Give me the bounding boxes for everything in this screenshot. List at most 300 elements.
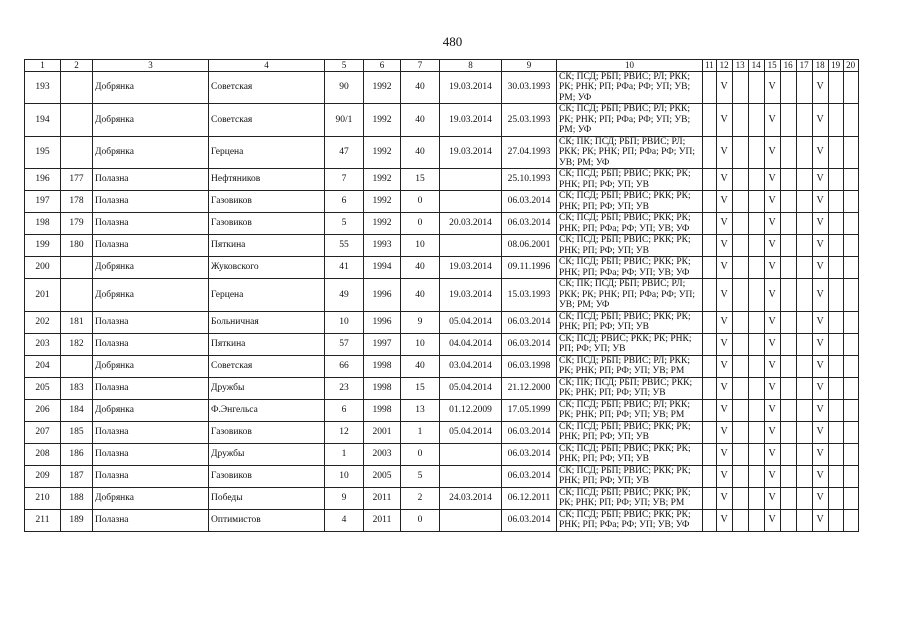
check-cell: V: [812, 333, 828, 355]
date-two: 06.03.2014: [502, 443, 557, 465]
street: Дружбы: [209, 377, 325, 399]
row-number: 211: [25, 509, 61, 531]
check-cell: [732, 377, 748, 399]
table-row: [25, 136, 859, 169]
check-cell: [748, 443, 764, 465]
check-cell: [703, 487, 717, 509]
check-cell: [843, 465, 858, 487]
check-cell: V: [716, 377, 732, 399]
check-cell: [748, 279, 764, 312]
date-one: 01.12.2009: [440, 399, 502, 421]
date-two: 06.12.2011: [502, 487, 557, 509]
check-cell: [828, 136, 843, 169]
house-number: 6: [325, 191, 364, 213]
row-number: 199: [25, 235, 61, 257]
date-two: 21.12.2000: [502, 377, 557, 399]
check-cell: [843, 104, 858, 137]
check-cell: V: [716, 443, 732, 465]
check-cell: V: [716, 279, 732, 312]
check-cell: [703, 333, 717, 355]
check-cell: [796, 377, 812, 399]
check-cell: V: [764, 235, 780, 257]
codes-list: СК; ПСД; РБП; РВИС; РЛ; РКК; РК; РНК; РП; РФ; УП; УВ; РМ: [557, 399, 703, 421]
check-cell: [796, 443, 812, 465]
table-row: [25, 421, 859, 443]
row-number: 208: [25, 443, 61, 465]
settlement: Полазна: [93, 235, 209, 257]
check-cell: [843, 257, 858, 279]
check-cell: V: [764, 213, 780, 235]
date-two: 09.11.1996: [502, 257, 557, 279]
count-value: 40: [401, 104, 440, 137]
check-cell: [748, 104, 764, 137]
secondary-number: [61, 136, 93, 169]
house-number: 9: [325, 487, 364, 509]
date-two: 06.03.2014: [502, 311, 557, 333]
column-number-header: 15: [764, 60, 780, 72]
secondary-number: [61, 71, 93, 104]
secondary-number: 180: [61, 235, 93, 257]
check-cell: V: [812, 257, 828, 279]
codes-list: СК; ПСД; РБП; РВИС; РЛ; РКК; РК; РНК; РП; РФ; УП; УВ; РМ: [557, 355, 703, 377]
column-number-header: 17: [796, 60, 812, 72]
check-cell: [703, 191, 717, 213]
year: 1992: [364, 104, 401, 137]
date-two: 08.06.2001: [502, 235, 557, 257]
check-cell: V: [812, 213, 828, 235]
codes-list: СК; ПСД; РБП; РВИС; РКК; РК; РНК; РП; РФа; РФ; УП; УВ; УФ: [557, 509, 703, 531]
house-number: 90: [325, 71, 364, 104]
column-number-header: 5: [325, 60, 364, 72]
check-cell: V: [716, 136, 732, 169]
settlement: Добрянка: [93, 136, 209, 169]
check-cell: V: [764, 465, 780, 487]
check-cell: [843, 399, 858, 421]
check-cell: [796, 355, 812, 377]
settlement: Полазна: [93, 421, 209, 443]
check-cell: [703, 311, 717, 333]
check-cell: [843, 509, 858, 531]
street: Пяткина: [209, 333, 325, 355]
count-value: 9: [401, 311, 440, 333]
date-one: 03.04.2014: [440, 355, 502, 377]
check-cell: [780, 169, 796, 191]
check-cell: [780, 191, 796, 213]
check-cell: [780, 509, 796, 531]
secondary-number: [61, 257, 93, 279]
check-cell: [703, 421, 717, 443]
check-cell: [780, 487, 796, 509]
codes-list: СК; ПСД; РБП; РВИС; РКК; РК; РНК; РП; РФ; УП; УВ: [557, 443, 703, 465]
column-number-header: 10: [557, 60, 703, 72]
column-number-header: 3: [93, 60, 209, 72]
year: 1992: [364, 191, 401, 213]
check-cell: V: [764, 311, 780, 333]
check-cell: V: [812, 104, 828, 137]
street: Советская: [209, 71, 325, 104]
check-cell: V: [716, 399, 732, 421]
count-value: 0: [401, 509, 440, 531]
settlement: Добрянка: [93, 487, 209, 509]
year: 2011: [364, 509, 401, 531]
check-cell: [843, 213, 858, 235]
codes-list: СК; ПСД; РБП; РВИС; РКК; РК; РНК; РП; РФ; УП; УВ: [557, 465, 703, 487]
settlement: Полазна: [93, 509, 209, 531]
row-number: 204: [25, 355, 61, 377]
check-cell: [732, 213, 748, 235]
check-cell: [732, 136, 748, 169]
check-cell: V: [812, 399, 828, 421]
check-cell: [748, 213, 764, 235]
check-cell: V: [812, 279, 828, 312]
street: Советская: [209, 104, 325, 137]
check-cell: V: [812, 235, 828, 257]
check-cell: V: [716, 465, 732, 487]
check-cell: V: [812, 311, 828, 333]
check-cell: [748, 191, 764, 213]
check-cell: [703, 257, 717, 279]
secondary-number: [61, 355, 93, 377]
count-value: 0: [401, 191, 440, 213]
check-cell: [843, 279, 858, 312]
check-cell: [780, 355, 796, 377]
codes-list: СК; ПСД; РВИС; РКК; РК; РНК; РП; РФ; УП; УВ: [557, 333, 703, 355]
check-cell: [732, 465, 748, 487]
column-number-header: 20: [843, 60, 858, 72]
check-cell: [828, 355, 843, 377]
table-row: [25, 191, 859, 213]
check-cell: [780, 399, 796, 421]
column-number-header: 16: [780, 60, 796, 72]
check-cell: V: [812, 169, 828, 191]
column-number-header: 12: [716, 60, 732, 72]
check-cell: [748, 399, 764, 421]
year: 1994: [364, 257, 401, 279]
date-two: 06.03.2014: [502, 465, 557, 487]
check-cell: [732, 333, 748, 355]
house-number: 23: [325, 377, 364, 399]
check-cell: V: [764, 257, 780, 279]
check-cell: V: [812, 377, 828, 399]
check-cell: [732, 487, 748, 509]
column-number-header: 1: [25, 60, 61, 72]
check-cell: V: [716, 235, 732, 257]
check-cell: [703, 213, 717, 235]
secondary-number: 185: [61, 421, 93, 443]
check-cell: [732, 311, 748, 333]
count-value: 5: [401, 465, 440, 487]
year: 2003: [364, 443, 401, 465]
check-cell: [796, 257, 812, 279]
date-two: 06.03.2014: [502, 213, 557, 235]
check-cell: [796, 421, 812, 443]
check-cell: V: [716, 169, 732, 191]
date-one: 19.03.2014: [440, 257, 502, 279]
date-one: [440, 465, 502, 487]
check-cell: [780, 443, 796, 465]
year: 1998: [364, 355, 401, 377]
check-cell: V: [764, 191, 780, 213]
secondary-number: 188: [61, 487, 93, 509]
year: 1993: [364, 235, 401, 257]
check-cell: [780, 136, 796, 169]
street: Герцена: [209, 279, 325, 312]
count-value: 0: [401, 213, 440, 235]
codes-list: СК; ПК; ПСД; РБП; РВИС; РЛ; РКК; РК; РНК; РП; РФа; РФ; УП; УВ; РМ; УФ: [557, 136, 703, 169]
date-one: [440, 509, 502, 531]
street: Газовиков: [209, 191, 325, 213]
table-row: [25, 71, 859, 104]
check-cell: [732, 257, 748, 279]
year: 1998: [364, 377, 401, 399]
date-one: 19.03.2014: [440, 104, 502, 137]
check-cell: [748, 509, 764, 531]
table-row: [25, 311, 859, 333]
date-one: 05.04.2014: [440, 421, 502, 443]
check-cell: [732, 191, 748, 213]
check-cell: V: [812, 191, 828, 213]
check-cell: [843, 136, 858, 169]
house-number: 10: [325, 311, 364, 333]
check-cell: [796, 465, 812, 487]
check-cell: [843, 355, 858, 377]
check-cell: [732, 355, 748, 377]
secondary-number: 178: [61, 191, 93, 213]
secondary-number: 183: [61, 377, 93, 399]
check-cell: [703, 443, 717, 465]
check-cell: [796, 333, 812, 355]
check-cell: [732, 169, 748, 191]
settlement: Добрянка: [93, 399, 209, 421]
check-cell: [828, 421, 843, 443]
date-one: 04.04.2014: [440, 333, 502, 355]
table-row: [25, 257, 859, 279]
check-cell: [796, 71, 812, 104]
year: 1998: [364, 399, 401, 421]
date-one: [440, 191, 502, 213]
count-value: 40: [401, 136, 440, 169]
date-one: 19.03.2014: [440, 71, 502, 104]
column-number-header: 14: [748, 60, 764, 72]
check-cell: [780, 213, 796, 235]
check-cell: [828, 333, 843, 355]
street: Газовиков: [209, 465, 325, 487]
check-cell: [780, 377, 796, 399]
street: Победы: [209, 487, 325, 509]
registry-table: [24, 59, 859, 532]
column-number-header: 13: [732, 60, 748, 72]
date-two: 27.04.1993: [502, 136, 557, 169]
date-two: 06.03.2014: [502, 509, 557, 531]
check-cell: [748, 235, 764, 257]
settlement: Добрянка: [93, 71, 209, 104]
settlement: Добрянка: [93, 355, 209, 377]
check-cell: [703, 136, 717, 169]
house-number: 57: [325, 333, 364, 355]
check-cell: V: [716, 509, 732, 531]
check-cell: [796, 213, 812, 235]
house-number: 90/1: [325, 104, 364, 137]
check-cell: [748, 311, 764, 333]
check-cell: V: [716, 71, 732, 104]
row-number: 203: [25, 333, 61, 355]
check-cell: [732, 104, 748, 137]
check-cell: [780, 311, 796, 333]
secondary-number: [61, 104, 93, 137]
street: Газовиков: [209, 213, 325, 235]
codes-list: СК; ПСД; РБП; РВИС; РКК; РК; РНК; РП; РФ; УП; УВ: [557, 235, 703, 257]
house-number: 6: [325, 399, 364, 421]
check-cell: [703, 509, 717, 531]
check-cell: V: [812, 487, 828, 509]
count-value: 40: [401, 355, 440, 377]
check-cell: [828, 509, 843, 531]
settlement: Добрянка: [93, 104, 209, 137]
check-cell: V: [812, 421, 828, 443]
count-value: 10: [401, 235, 440, 257]
date-one: [440, 169, 502, 191]
check-cell: [780, 235, 796, 257]
secondary-number: 177: [61, 169, 93, 191]
table-row: [25, 213, 859, 235]
date-one: 05.04.2014: [440, 377, 502, 399]
house-number: 47: [325, 136, 364, 169]
check-cell: [828, 399, 843, 421]
house-number: 41: [325, 257, 364, 279]
check-cell: [796, 191, 812, 213]
check-cell: [828, 257, 843, 279]
row-number: 210: [25, 487, 61, 509]
year: 1992: [364, 169, 401, 191]
year: 2001: [364, 421, 401, 443]
codes-list: СК; ПК; ПСД; РБП; РВИС; РЛ; РКК; РК; РНК; РП; РФа; РФ; УП; УВ; РМ; УФ: [557, 279, 703, 312]
check-cell: V: [716, 104, 732, 137]
check-cell: [843, 191, 858, 213]
check-cell: V: [764, 399, 780, 421]
date-one: 24.03.2014: [440, 487, 502, 509]
check-cell: [796, 136, 812, 169]
house-number: 7: [325, 169, 364, 191]
codes-list: СК; ПСД; РБП; РВИС; РКК; РК; РНК; РП; РФ; УП; УВ: [557, 311, 703, 333]
check-cell: V: [716, 333, 732, 355]
check-cell: [748, 421, 764, 443]
codes-list: СК; ПСД; РБП; РВИС; РКК; РК; РНК; РП; РФ; УП; УВ: [557, 191, 703, 213]
codes-list: СК; ПСД; РБП; РВИС; РЛ; РКК; РК; РНК; РП; РФа; РФ; УП; УВ; РМ; УФ: [557, 104, 703, 137]
check-cell: V: [764, 443, 780, 465]
table-row: [25, 235, 859, 257]
check-cell: [843, 235, 858, 257]
settlement: Полазна: [93, 443, 209, 465]
year: 2005: [364, 465, 401, 487]
date-one: 19.03.2014: [440, 279, 502, 312]
check-cell: [748, 71, 764, 104]
date-two: 06.03.2014: [502, 191, 557, 213]
column-number-header: 8: [440, 60, 502, 72]
house-number: 66: [325, 355, 364, 377]
column-number-header: 7: [401, 60, 440, 72]
check-cell: [780, 333, 796, 355]
house-number: 10: [325, 465, 364, 487]
secondary-number: 187: [61, 465, 93, 487]
count-value: 13: [401, 399, 440, 421]
check-cell: V: [812, 465, 828, 487]
date-one: [440, 235, 502, 257]
table-row: [25, 509, 859, 531]
street: Советская: [209, 355, 325, 377]
check-cell: [732, 421, 748, 443]
check-cell: V: [716, 191, 732, 213]
house-number: 4: [325, 509, 364, 531]
column-number-header: 18: [812, 60, 828, 72]
check-cell: V: [764, 355, 780, 377]
street: Жуковского: [209, 257, 325, 279]
secondary-number: 189: [61, 509, 93, 531]
check-cell: [703, 399, 717, 421]
check-cell: [796, 509, 812, 531]
codes-list: СК; ПСД; РБП; РВИС; РЛ; РКК; РК; РНК; РП; РФа; РФ; УП; УВ; РМ; УФ: [557, 71, 703, 104]
house-number: 5: [325, 213, 364, 235]
check-cell: [843, 487, 858, 509]
check-cell: [703, 71, 717, 104]
codes-list: СК; ПСД; РБП; РВИС; РКК; РК; РК; РНК; РП; РФ; УП; УВ; РМ: [557, 487, 703, 509]
settlement: Полазна: [93, 377, 209, 399]
date-two: 06.03.1998: [502, 355, 557, 377]
date-one: 19.03.2014: [440, 136, 502, 169]
house-number: 55: [325, 235, 364, 257]
row-number: 194: [25, 104, 61, 137]
table-row: [25, 169, 859, 191]
column-number-header: 11: [703, 60, 717, 72]
check-cell: [703, 235, 717, 257]
page-number: 480: [442, 34, 463, 49]
check-cell: [828, 311, 843, 333]
check-cell: [703, 279, 717, 312]
check-cell: [780, 465, 796, 487]
date-two: 06.03.2014: [502, 333, 557, 355]
count-value: 15: [401, 377, 440, 399]
column-number-row: [25, 60, 859, 72]
check-cell: V: [764, 509, 780, 531]
table-row: [25, 377, 859, 399]
check-cell: [796, 235, 812, 257]
row-number: 206: [25, 399, 61, 421]
check-cell: [748, 169, 764, 191]
table-row: [25, 279, 859, 312]
check-cell: [843, 443, 858, 465]
row-number: 196: [25, 169, 61, 191]
row-number: 202: [25, 311, 61, 333]
table-body: [25, 71, 859, 531]
row-number: 198: [25, 213, 61, 235]
count-value: 2: [401, 487, 440, 509]
year: 1992: [364, 136, 401, 169]
secondary-number: 182: [61, 333, 93, 355]
check-cell: [780, 421, 796, 443]
row-number: 193: [25, 71, 61, 104]
check-cell: V: [716, 213, 732, 235]
check-cell: [780, 71, 796, 104]
row-number: 200: [25, 257, 61, 279]
check-cell: [703, 104, 717, 137]
check-cell: [703, 465, 717, 487]
street: Нефтяников: [209, 169, 325, 191]
check-cell: V: [716, 487, 732, 509]
date-two: 17.05.1999: [502, 399, 557, 421]
check-cell: [843, 169, 858, 191]
column-number-header: 19: [828, 60, 843, 72]
check-cell: [732, 399, 748, 421]
year: 2011: [364, 487, 401, 509]
